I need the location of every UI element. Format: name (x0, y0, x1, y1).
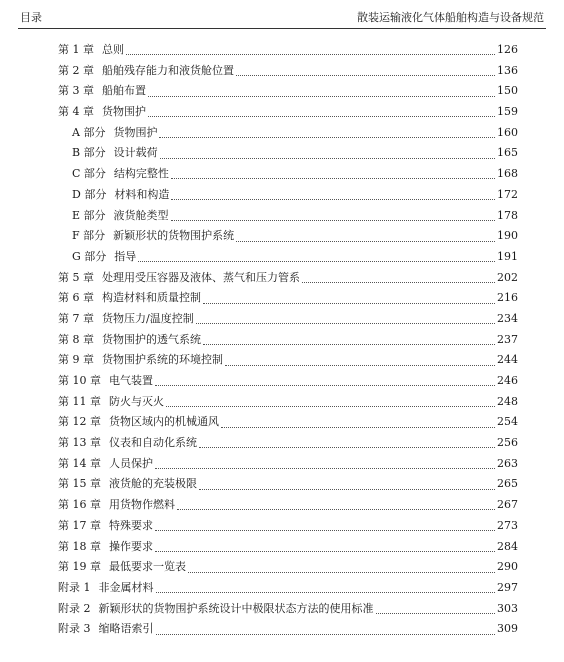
toc-entry[interactable] (58, 599, 518, 620)
toc-entry-title: 船舶残存能力和液货舱位置 (102, 63, 234, 77)
toc-entry-label (58, 474, 197, 495)
toc-entry-page-number: 159 (497, 105, 518, 119)
toc-entry-number: 第 4 章 (58, 105, 94, 119)
toc-entry-page-number: 290 (497, 560, 518, 574)
toc-entry-label (58, 371, 153, 392)
toc-entry-title: 液货舱类型 (113, 208, 169, 222)
toc-entry-page-number: 237 (497, 332, 518, 346)
toc-entry-page-number: 297 (497, 580, 518, 594)
toc-entry-label (58, 537, 153, 558)
toc-entry[interactable] (58, 206, 518, 227)
toc-entry[interactable] (58, 164, 518, 185)
toc-entry-label (58, 557, 186, 578)
toc-leader-dots (203, 302, 495, 304)
toc-entry-page-number: 267 (497, 498, 518, 512)
toc-entry-number: 第 7 章 (58, 311, 94, 325)
toc-entry-page-number: 303 (497, 601, 518, 615)
toc-entry-label (58, 578, 154, 599)
toc-entry-page-number: 191 (497, 249, 518, 263)
toc-entry[interactable] (58, 40, 518, 61)
toc-entry-label (58, 599, 374, 620)
toc-leader-dots (156, 591, 496, 593)
toc-leader-dots (221, 426, 495, 428)
toc-leader-dots (148, 115, 495, 117)
toc-entry-number: 第 3 章 (58, 84, 94, 98)
toc-entry-page-number: 202 (497, 270, 518, 284)
toc-entry-number: 第 14 章 (58, 456, 101, 470)
toc-entry-page-number: 248 (497, 394, 518, 408)
toc-entry-label (72, 226, 234, 247)
header-document-title: 散装运输液化气体船舶构造与设备规范 (357, 11, 544, 24)
toc-entry-number: 第 18 章 (58, 539, 101, 553)
toc-entry[interactable] (58, 143, 518, 164)
toc-entry-title: 货物区域内的机械通风 (109, 415, 219, 429)
toc-entry[interactable] (58, 433, 518, 454)
toc-entry[interactable] (58, 516, 518, 537)
toc-leader-dots (148, 95, 495, 97)
toc-entry[interactable] (58, 247, 518, 268)
toc-entry-label (58, 412, 219, 433)
toc-entry-number: 第 5 章 (58, 270, 94, 284)
toc-entry-page-number: 284 (497, 539, 518, 553)
toc-entry-number: D 部分 (72, 187, 107, 201)
toc-entry-title: 货物压力/温度控制 (102, 311, 194, 325)
toc-leader-dots (155, 529, 495, 531)
toc-entry-label (58, 619, 154, 640)
toc-leader-dots (171, 219, 495, 221)
toc-entry-number: 附录 2 (58, 601, 91, 615)
toc-entry-title: 货物围护 (113, 125, 158, 139)
toc-entry-title: 结构完整性 (113, 167, 169, 181)
toc-entry-label (58, 309, 194, 330)
toc-entry-title: 货物围护系统的环境控制 (102, 353, 223, 367)
toc-entry-number: 第 19 章 (58, 560, 101, 574)
toc-entry-label (58, 268, 300, 289)
toc-entry-number: E 部分 (72, 208, 106, 222)
toc-leader-dots (302, 281, 495, 283)
toc-entry-page-number: 244 (497, 353, 518, 367)
toc-entry-label (58, 392, 164, 413)
toc-entry-title: 液货舱的充装极限 (109, 477, 197, 491)
toc-entry-label (58, 350, 223, 371)
toc-leader-dots (126, 53, 495, 55)
toc-leader-dots (188, 571, 495, 573)
toc-entry-label (58, 516, 153, 537)
toc-entry-page-number: 160 (497, 125, 518, 139)
toc-leader-dots (376, 612, 496, 614)
toc-entry[interactable] (58, 557, 518, 578)
toc-entry-label (72, 206, 169, 227)
toc-entry-number: B 部分 (72, 146, 106, 160)
toc-entry-page-number: 256 (497, 436, 518, 450)
toc-entry-page-number: 178 (497, 208, 518, 222)
toc-entry[interactable] (58, 412, 518, 433)
toc-entry[interactable] (58, 268, 518, 289)
toc-leader-dots (196, 322, 495, 324)
toc-entry-page-number: 168 (497, 167, 518, 181)
toc-entry-title: 货物围护 (102, 105, 146, 119)
toc-entry-number: A 部分 (72, 125, 106, 139)
toc-entry[interactable] (58, 454, 518, 475)
toc-leader-dots (166, 405, 495, 407)
toc-entry[interactable] (58, 619, 518, 640)
toc-entry[interactable] (58, 81, 518, 102)
toc-leader-dots (159, 136, 495, 138)
toc-entry-label (58, 102, 146, 123)
toc-entry-page-number: 190 (497, 229, 518, 243)
toc-entry-page-number: 246 (497, 374, 518, 387)
header-section-label: 目录 (20, 11, 42, 24)
toc-entry[interactable] (58, 123, 518, 144)
toc-entry-title: 设计载荷 (113, 146, 158, 160)
toc-entry-label (58, 61, 234, 82)
toc-entry-title: 指导 (114, 249, 137, 263)
toc-leader-dots (155, 384, 495, 386)
toc-entry[interactable] (58, 371, 518, 392)
toc-entry-label (72, 185, 169, 206)
toc-entry-number: 第 11 章 (58, 394, 101, 408)
toc-entry-title: 防火与灭火 (109, 394, 164, 408)
toc-entry-page-number: 136 (497, 63, 518, 77)
toc-entry-number: 第 1 章 (58, 43, 94, 56)
toc-leader-dots (160, 157, 495, 159)
toc-leader-dots (199, 488, 495, 490)
toc-entry-title: 货物围护的透气系统 (102, 332, 201, 346)
toc-entry-title: 非金属材料 (98, 580, 154, 594)
toc-leader-dots (203, 343, 495, 345)
toc-entry-number: 第 10 章 (58, 374, 101, 387)
toc-entry-number: 附录 1 (58, 580, 91, 594)
toc-leader-dots (177, 508, 495, 510)
toc-entry[interactable] (58, 578, 518, 599)
toc-entry-number: 第 17 章 (58, 518, 101, 532)
toc-entry-title: 材料和构造 (114, 187, 170, 201)
toc-leader-dots (171, 177, 495, 179)
toc-entry-label (58, 495, 175, 516)
toc-entry-number: 第 6 章 (58, 291, 94, 305)
toc-entry-label (58, 40, 124, 61)
toc-entry-page-number: 263 (497, 456, 518, 470)
toc-entry-title: 新颖形状的货物围护系统 (113, 229, 235, 243)
toc-entry[interactable] (58, 185, 518, 206)
toc-entry-label (58, 81, 146, 102)
toc-entry-page-number: 254 (497, 415, 518, 429)
toc-leader-dots (155, 467, 495, 469)
toc-leader-dots (138, 260, 495, 262)
toc-entry-label (72, 164, 169, 185)
page-header (18, 8, 546, 29)
toc-entry-page-number: 216 (497, 291, 518, 305)
toc-entry-title: 处理用受压容器及液体、蒸气和压力管系 (102, 270, 300, 284)
toc-entry-number: 第 9 章 (58, 353, 94, 367)
toc-entry-title: 操作要求 (109, 539, 153, 553)
toc-entry-page-number: 150 (497, 84, 518, 98)
toc-leader-dots (155, 550, 495, 552)
toc-entry-page-number: 165 (497, 146, 518, 160)
toc-entry[interactable] (58, 495, 518, 516)
toc-entry[interactable] (58, 350, 518, 371)
toc-entry-title: 船舶布置 (102, 84, 146, 98)
toc-entry-page-number: 273 (497, 518, 518, 532)
toc-entry[interactable] (58, 288, 518, 309)
toc-entry[interactable] (58, 309, 518, 330)
toc-entry[interactable] (58, 61, 518, 82)
toc-entry-label (58, 288, 201, 309)
toc-entry-title: 特殊要求 (109, 518, 153, 532)
toc-entry[interactable] (58, 226, 518, 247)
toc-leader-dots (236, 74, 495, 76)
toc-entry-page-number: 172 (497, 187, 518, 201)
toc-entry-label (72, 123, 157, 144)
toc-entry-label (58, 454, 153, 475)
toc-entry[interactable] (58, 102, 518, 123)
toc-entry-number: 第 15 章 (58, 477, 101, 491)
toc-leader-dots (236, 240, 495, 242)
toc-entry-title: 缩略语索引 (98, 622, 154, 636)
toc-leader-dots (225, 364, 495, 366)
toc-entry[interactable] (58, 392, 518, 413)
table-of-contents (58, 40, 518, 640)
toc-entry-title: 仪表和自动化系统 (109, 436, 197, 450)
toc-entry[interactable] (58, 537, 518, 558)
toc-entry-number: 第 13 章 (58, 436, 101, 450)
toc-entry-title: 构造材料和质量控制 (102, 291, 201, 305)
toc-leader-dots (199, 446, 495, 448)
toc-entry-number: 第 8 章 (58, 332, 94, 346)
toc-entry-title: 最低要求一览表 (109, 560, 186, 574)
toc-entry-number: 第 16 章 (58, 498, 101, 512)
toc-entry[interactable] (58, 474, 518, 495)
toc-entry-label (58, 330, 201, 351)
toc-entry-number: G 部分 (72, 249, 107, 263)
toc-entry-title: 电气装置 (109, 374, 153, 387)
toc-entry-page-number: 234 (497, 311, 518, 325)
toc-entry-page-number: 309 (497, 622, 518, 636)
toc-entry[interactable] (58, 330, 518, 351)
toc-leader-dots (171, 198, 495, 200)
toc-entry-title: 总则 (102, 43, 124, 56)
toc-entry-number: 第 2 章 (58, 63, 94, 77)
toc-entry-label (72, 143, 158, 164)
toc-entry-page-number: 126 (497, 43, 518, 56)
toc-entry-number: 附录 3 (58, 622, 91, 636)
toc-entry-number: 第 12 章 (58, 415, 101, 429)
toc-entry-page-number: 265 (497, 477, 518, 491)
toc-entry-number: C 部分 (72, 167, 106, 181)
toc-entry-label (72, 247, 136, 268)
toc-entry-label (58, 433, 197, 454)
toc-entry-number: F 部分 (72, 229, 106, 243)
toc-entry-title: 新颖形状的货物围护系统设计中极限状态方法的使用标准 (98, 601, 374, 615)
toc-entry-title: 用货物作燃料 (109, 498, 175, 512)
toc-entry-title: 人员保护 (109, 456, 153, 470)
toc-leader-dots (156, 633, 496, 635)
